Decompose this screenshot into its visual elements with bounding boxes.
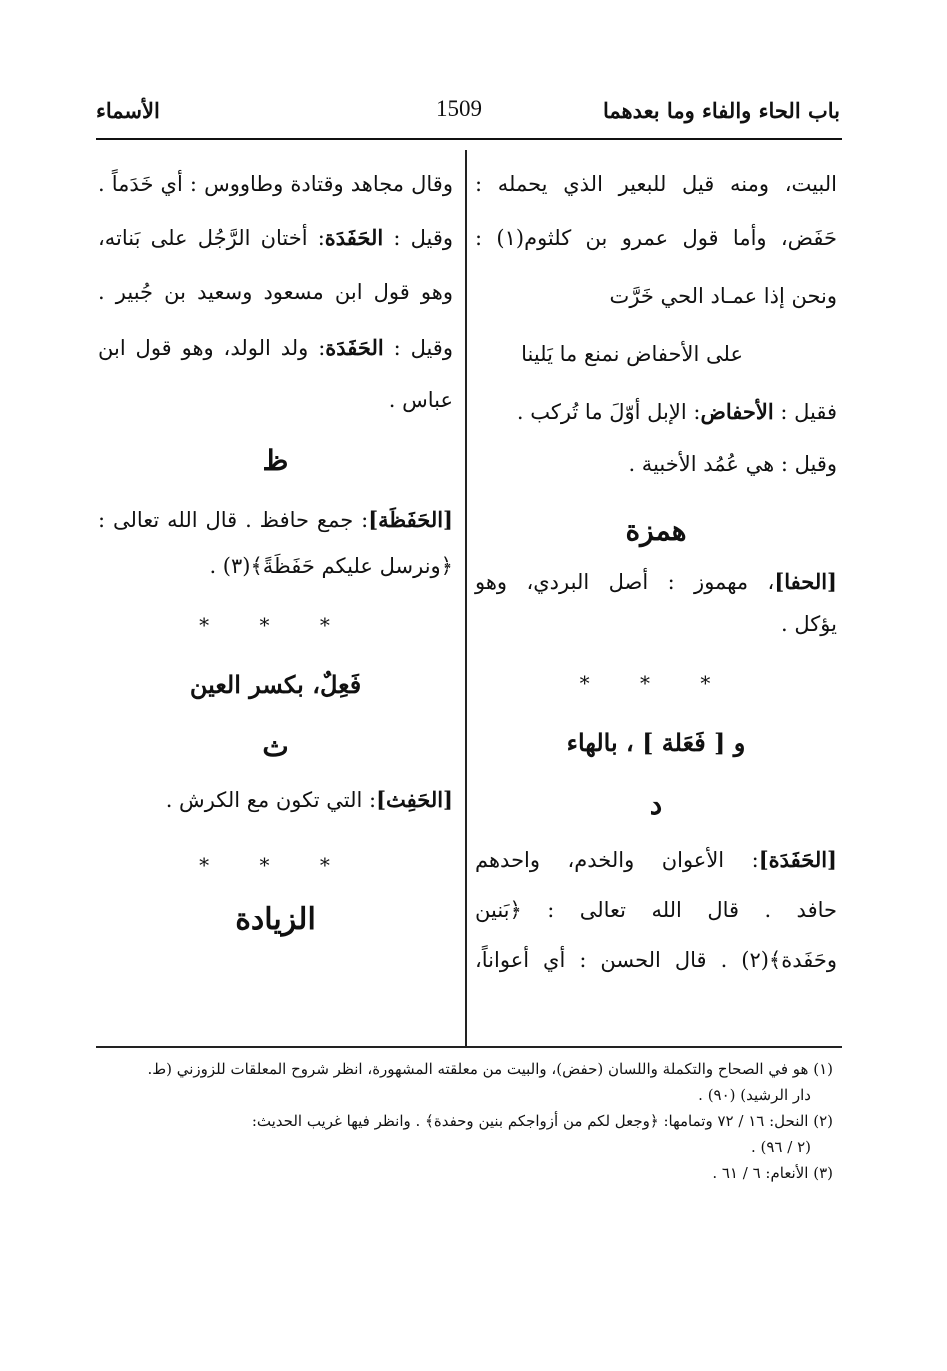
left-column — [98, 155, 453, 945]
text-run: وقيل : — [383, 336, 453, 360]
text-run: : التي تكون مع الكرش . — [165, 788, 377, 812]
term: [الحَفَظَة] — [368, 507, 453, 532]
text-line: حَفَض، وأما قول عمرو بن كلثوم(١) : — [475, 226, 837, 250]
text-line: وقيل : هي عُمُد الأخبية . — [628, 452, 837, 476]
text-run: : ولد الولد، وهو قول ابن — [98, 336, 326, 360]
text-run: فقيل : — [773, 400, 837, 424]
section-heading-tha: ث — [262, 730, 289, 763]
text-line: وقال مجاهد وقتادة وطاووس : أي خَدَماً . — [98, 172, 453, 196]
footnote: (٢) النحل: ١٦ / ٧٢ وتمامها: ﴿وجعل لكم من أزواجكم بنين وحفدة﴾ . وانظر فيها غريب الحديث: — [251, 1112, 833, 1130]
term: الحَفَدَة — [324, 225, 384, 250]
section-heading-fail: فَعِلٌ، بكسر العين — [189, 670, 362, 699]
text-run: : جمع حافظ . قال الله تعالى : — [98, 508, 369, 532]
separator-stars: * * * — [199, 853, 352, 877]
footnote: (٣) الأنعام: ٦ / ٦١ . — [712, 1164, 833, 1182]
verse-line: ونحن إذا عمـاد الحي خَرَّت — [609, 284, 837, 308]
column-divider — [465, 150, 467, 1046]
text-run: : أختان الرَّجُل على بَناته، — [98, 226, 325, 250]
text-line — [98, 223, 453, 253]
section-title: الأسماء — [96, 98, 160, 123]
text-line: حافد . قال الله تعالى : ﴿بَنين — [475, 898, 837, 922]
text-run: ، مهموز : أصل البردي، وهو — [475, 570, 775, 594]
text-line: ﴿ونرسل عليكم حَفَظَةً﴾(٣) . — [209, 554, 453, 578]
page-number: 1509 — [436, 96, 482, 121]
text-line: البيت، ومنه قيل للبعير الذي يحمله : — [475, 172, 837, 196]
section-heading-za: ظ — [262, 444, 289, 477]
header-rule — [96, 138, 842, 140]
term: [الحفا] — [774, 569, 837, 594]
footnote: (١) هو في الصحاح والتكملة واللسان (حفض)، والبيت من معلقته المشهورة، انظر شروح المعلقات للزوزني (ط. — [147, 1060, 833, 1078]
text-line — [475, 845, 837, 875]
text-line — [98, 505, 453, 535]
text-line — [98, 333, 453, 363]
section-heading-dal: د — [649, 788, 663, 821]
term: الأحفاض — [700, 399, 774, 424]
footnote-continuation: دار الرشيد) (٩٠) . — [698, 1086, 811, 1104]
section-heading-faala: و [ فَعَلة ] ، بالهاء — [566, 728, 746, 757]
text-line: يؤكل . — [781, 612, 837, 636]
text-run: : الإبل أوّلَ ما تُركب . — [516, 400, 701, 424]
footnotes — [103, 1056, 833, 1186]
right-column — [475, 155, 837, 975]
footnote-continuation: (٢ / ٩٦) . — [750, 1138, 811, 1156]
verse-line: على الأحفاض نمنع ما يَلينا — [521, 342, 743, 366]
text-line — [475, 397, 837, 427]
text-line: وهو قول ابن مسعود وسعيد بن جُبير . — [98, 280, 453, 304]
text-line: وحَفَدة﴾(٢) . قال الحسن : أي أعواناً، — [475, 948, 837, 972]
page-header — [96, 92, 840, 136]
section-heading-ziyada: الزيادة — [235, 902, 316, 937]
term: [الحَفَدَة] — [758, 847, 837, 872]
section-heading-hamza: همزة — [625, 514, 687, 547]
text-run: وقيل : — [383, 226, 453, 250]
text-run: : الأعوان والخدم، واحدهم — [475, 848, 759, 872]
term: [الحَفِث] — [376, 787, 453, 812]
text-line — [98, 785, 453, 815]
term: الحَفَدَة — [325, 335, 384, 360]
chapter-title: باب الحاء والفاء وما بعدهما — [603, 98, 840, 123]
text-line: عباس . — [388, 388, 453, 412]
separator-stars: * * * — [579, 671, 733, 695]
separator-stars: * * * — [199, 613, 352, 637]
text-line — [475, 567, 837, 597]
footnote-rule — [96, 1046, 842, 1048]
